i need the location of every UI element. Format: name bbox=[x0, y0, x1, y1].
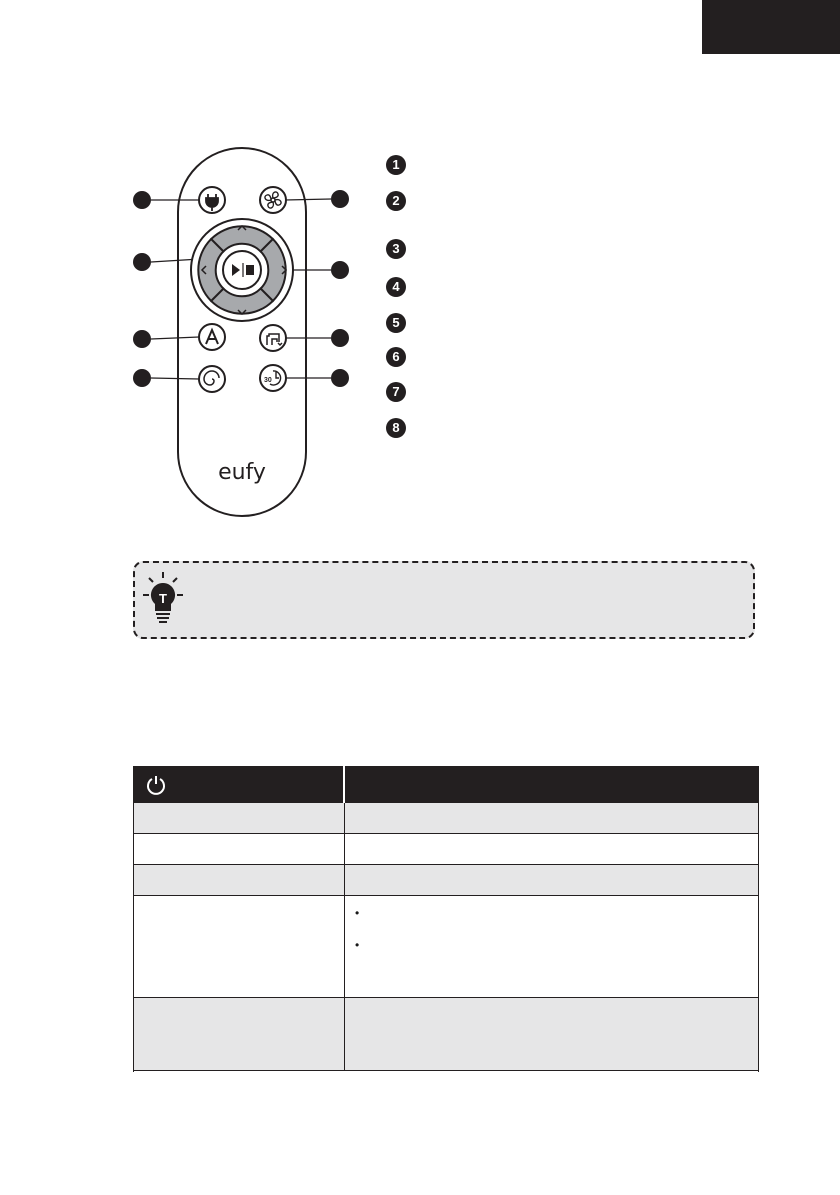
callout-dot bbox=[133, 330, 151, 348]
legend-item bbox=[386, 239, 418, 259]
callout-dot bbox=[133, 191, 151, 209]
table-row bbox=[133, 865, 759, 896]
charge-button[interactable] bbox=[199, 187, 225, 213]
row-description bbox=[345, 834, 759, 864]
legend-number: 4 bbox=[386, 277, 406, 297]
status-table bbox=[133, 766, 759, 1071]
legend-number: 6 bbox=[386, 347, 406, 367]
callout-dot bbox=[133, 253, 151, 271]
legend-number: 8 bbox=[386, 418, 406, 438]
auto-clean-button[interactable] bbox=[199, 324, 225, 350]
power-icon bbox=[145, 774, 167, 796]
row-status bbox=[133, 834, 345, 864]
start-pause-button[interactable] bbox=[223, 251, 261, 289]
legend-number: 1 bbox=[386, 155, 406, 175]
callout-dot bbox=[331, 261, 349, 279]
row-status bbox=[133, 896, 345, 997]
timer-button[interactable] bbox=[260, 365, 286, 391]
suction-button[interactable] bbox=[260, 187, 286, 213]
tip-box bbox=[133, 561, 755, 639]
legend-item bbox=[386, 277, 418, 297]
row-status bbox=[133, 865, 345, 895]
svg-text:T: T bbox=[159, 591, 167, 606]
edge-clean-button[interactable] bbox=[260, 325, 286, 351]
row-description bbox=[345, 865, 759, 895]
legend-number: 7 bbox=[386, 382, 406, 402]
row-description bbox=[345, 998, 759, 1070]
bullet-item bbox=[355, 906, 749, 926]
table-row bbox=[133, 896, 759, 998]
lightbulb-T-icon bbox=[141, 571, 185, 633]
callout-dot bbox=[331, 329, 349, 347]
legend-number: 5 bbox=[386, 313, 406, 333]
table-row bbox=[133, 803, 759, 834]
bullet-item bbox=[355, 938, 749, 958]
table-row bbox=[133, 998, 759, 1071]
header-cell-b bbox=[345, 766, 759, 803]
legend-number: 2 bbox=[386, 191, 406, 211]
legend-item bbox=[386, 313, 418, 333]
spot-clean-button[interactable] bbox=[199, 366, 225, 392]
brand-logo: eufy bbox=[218, 460, 266, 485]
header-cell-a bbox=[133, 766, 345, 803]
row-status bbox=[133, 998, 345, 1070]
callout-dot bbox=[331, 369, 349, 387]
svg-text:30: 30 bbox=[264, 377, 272, 384]
legend-number: 3 bbox=[386, 239, 406, 259]
row-description bbox=[345, 803, 759, 833]
legend-item bbox=[386, 155, 418, 175]
legend-item bbox=[386, 347, 418, 367]
legend-item bbox=[386, 191, 418, 211]
legend-item bbox=[386, 418, 418, 438]
legend-item bbox=[386, 382, 418, 402]
row-description bbox=[345, 896, 759, 997]
callout-dot bbox=[133, 369, 151, 387]
remote-control-diagram bbox=[0, 0, 840, 540]
row-status bbox=[133, 803, 345, 833]
table-row bbox=[133, 834, 759, 865]
callout-dot bbox=[331, 190, 349, 208]
table-header bbox=[133, 766, 759, 803]
